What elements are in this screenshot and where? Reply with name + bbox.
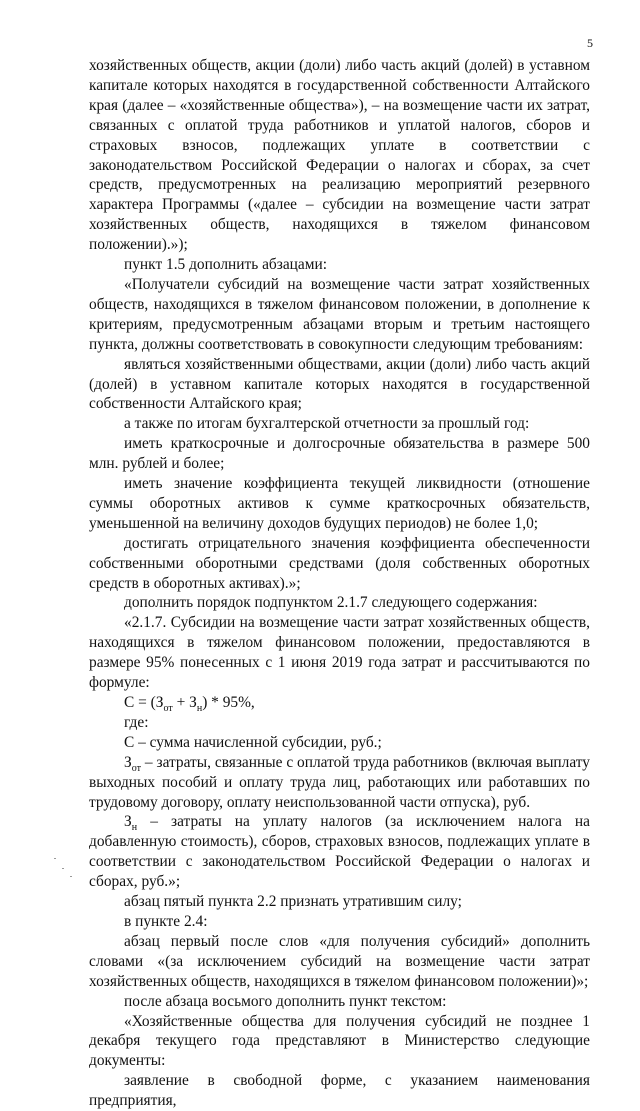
paragraph: заявление в свободной форме, с указанием наименования предприятия, (89, 1072, 590, 1110)
paragraph: в пункте 2.4: (124, 912, 208, 930)
paragraph: пункт 1.5 дополнить абзацами: (124, 256, 327, 274)
symbol: З (124, 753, 132, 771)
formula-part: ) * 95%, (202, 694, 255, 711)
paragraph: достигать отрицательного значения коэффициента обеспеченности собственными оборотными средствами (доля собственных оборотных средств в оборотных активах).»; (89, 534, 590, 592)
paragraph: после абзаца восьмого дополнить пункт текстом: (124, 992, 447, 1010)
symbol-subscript: н (131, 822, 138, 834)
formula-subscript: н (196, 703, 203, 715)
formula-subscript: от (163, 703, 173, 715)
paragraph: «Получатели субсидий на возмещение части затрат хозяйственных обществ, находящихся в тяжелом финансовом положении, в дополнение к критериям, предусмотренным абзацами вторым и третьим настоящего пункта, должны соответствовать в совокупности следующим требованиям: (89, 275, 590, 353)
definition-text: – затраты, связанные с оплатой труда работников (включая выплату выходных пособий и оплату труда лиц, работающих или работавших по трудовому договору, оплату неиспользованной части отпуска), руб. (89, 753, 590, 811)
definition-zot (89, 753, 590, 813)
scan-speck (54, 858, 56, 859)
paragraph: дополнить порядок подпунктом 2.1.7 следующего содержания: (124, 594, 538, 612)
definition-zn (89, 812, 590, 892)
paragraph: абзац пятый пункта 2.2 признать утратившим силу; (124, 893, 462, 911)
page-number: 5 (587, 36, 593, 50)
paragraph: являться хозяйственными обществами, акции (доли) либо часть акций (долей) в уставном капитале которых находятся в государственной собственности Алтайского края; (89, 355, 590, 413)
paragraph: иметь значение коэффициента текущей ликвидности (отношение суммы оборотных активов к сумме краткосрочных обязательств, уменьшенной на величину доходов будущих периодов) не более 1,0; (89, 475, 590, 532)
formula-part: С = (З (124, 694, 164, 711)
scan-speck (62, 868, 64, 869)
definition-c: С – сумма начисленной субсидии, руб.; (124, 733, 382, 751)
subsidy-formula (89, 693, 590, 713)
paragraph: «Хозяйственные общества для получения субсидий не позднее 1 декабря текущего года представляют в Министерство следующие документы: (89, 1012, 590, 1070)
paragraph: хозяйственных обществ, акции (доли) либо часть акций (долей) в уставном капитале которых находятся в государственной собственности Алтайского края (далее – «хозяйственные общества»), – на возмещение части их затрат, связанных с оплатой труда работников и уплатой налогов, сборов и страховых взносов, подлежащих уплате в соответствии с законодательством Российской Федерации о налогах и сборах, за счет средств, предусмотренных на реализацию мероприятий резервного характера Программы («далее – субсидии на возмещение части затрат хозяйственных обществ, находящихся в тяжелом финансовом положении).»); (89, 57, 590, 254)
paragraph: а также по итогам бухгалтерской отчетности за прошлый год: (124, 415, 530, 433)
paragraph: «2.1.7. Субсидии на возмещение части затрат хозяйственных обществ, находящихся в тяжелом финансовом положении, предоставляются в размере 95% понесенных с 1 июня 2019 года затрат и рассчитываются по формуле: (89, 614, 590, 692)
formula-part: + З (172, 694, 197, 711)
paragraph: абзац первый после слов «для получения субсидий» дополнить словами «(за исключением субсидий на возмещение части затрат хозяйственных обществ, находящихся в тяжелом финансовом положении)»; (89, 932, 590, 990)
scan-speck (70, 876, 72, 877)
paragraph: иметь краткосрочные и долгосрочные обязательства в размере 500 млн. рублей и более; (89, 435, 590, 473)
symbol: З (124, 813, 132, 831)
symbol-subscript: от (131, 762, 141, 774)
where-label: где: (124, 713, 149, 731)
document-body (89, 56, 590, 1111)
definition-text: – затраты на уплату налогов (за исключением налога на добавленную стоимость), сборов, страховых взносов, подлежащих уплате в соответствии с законодательством Российской Федерации о налогах и сборах, руб.»; (89, 813, 590, 891)
